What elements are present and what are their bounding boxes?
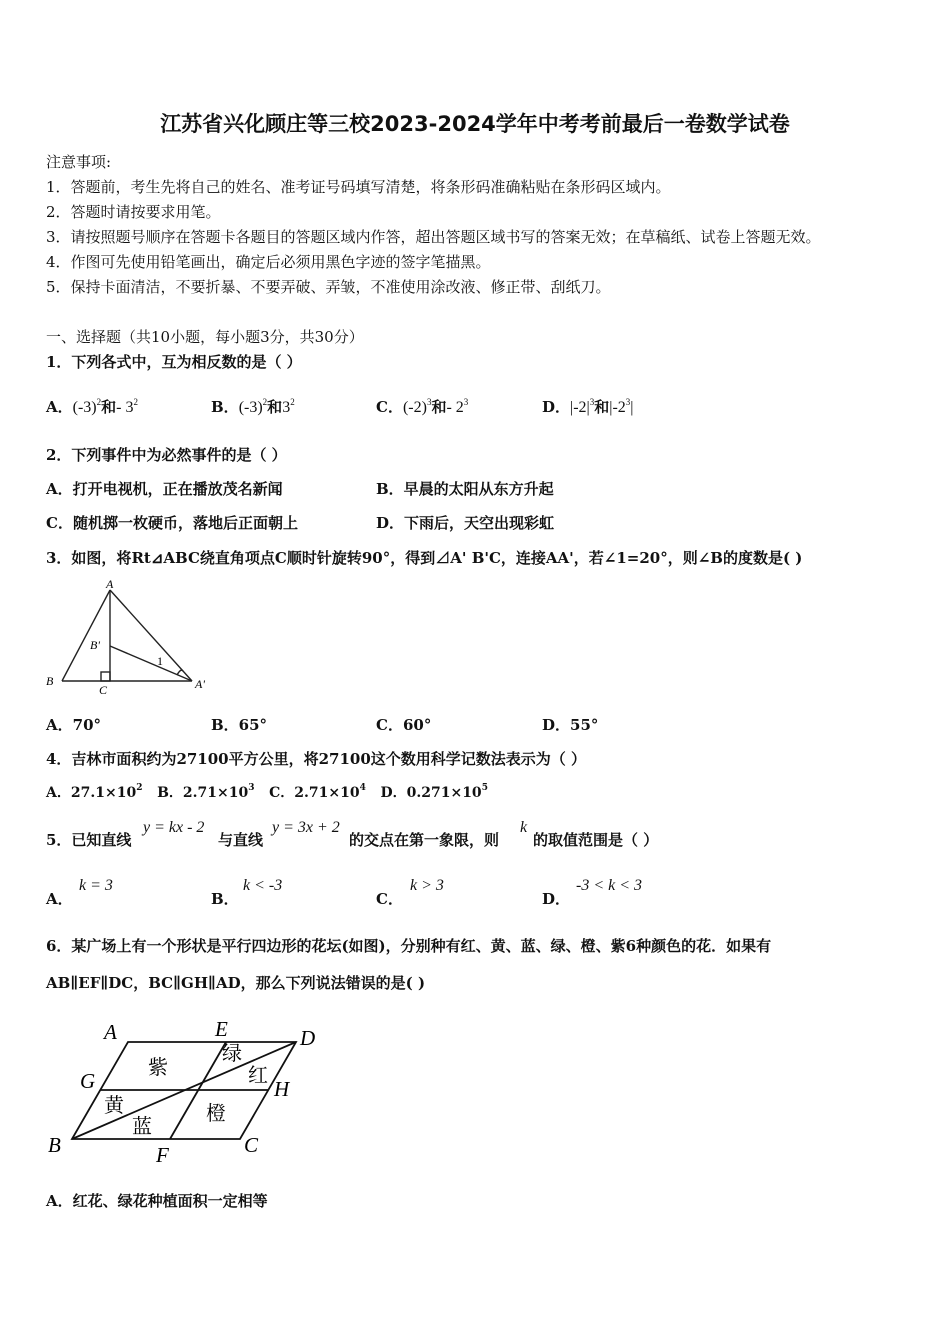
q1-option-d[interactable]: D．$|-2|^3$和$|-2^3|$ bbox=[542, 397, 634, 416]
region-purple: 紫 bbox=[148, 1057, 168, 1079]
q5-line2: y = 3x + 2 bbox=[272, 819, 340, 836]
region-yellow: 黄 bbox=[104, 1095, 124, 1117]
q4-option-a[interactable]: A．$27.1\times 10^2$ bbox=[46, 783, 143, 801]
q5-option-a[interactable]: k = 3 bbox=[79, 877, 113, 894]
q3-option-c[interactable]: C．60° bbox=[376, 716, 432, 734]
label-G: G bbox=[80, 1069, 96, 1093]
q5-label-d: D． bbox=[542, 890, 571, 908]
notice-item: 1．答题前，考生先将自己的姓名、准考证号码填写清楚，将条形码准确粘贴在条形码区域内。 bbox=[46, 178, 671, 196]
label-A-prime: A' bbox=[195, 677, 205, 691]
q2-option-a[interactable]: A．打开电视机，正在播放茂名新闻 bbox=[46, 480, 283, 498]
label-A: A bbox=[104, 1020, 117, 1044]
q5-stem-part2: 与直线 bbox=[218, 831, 264, 849]
label-B: B bbox=[48, 1133, 61, 1157]
q3-option-d[interactable]: D．55° bbox=[542, 716, 599, 734]
q1-option-a[interactable]: A．$(-3)^2$和- $3^2$ bbox=[46, 397, 138, 416]
label-H: H bbox=[274, 1077, 290, 1101]
q2-option-c[interactable]: C．随机掷一枚硬币，落地后正面朝上 bbox=[46, 514, 298, 532]
label-E: E bbox=[215, 1017, 228, 1041]
q3-option-a[interactable]: A．70° bbox=[46, 716, 102, 734]
q5-label-c: C． bbox=[376, 890, 403, 908]
q3-triangle-figure bbox=[40, 578, 230, 703]
q5-option-d[interactable]: -3 < k < 3 bbox=[576, 877, 643, 894]
label-B-prime: B' bbox=[90, 638, 100, 652]
q5-label-a: A． bbox=[46, 890, 73, 908]
notice-heading: 注意事项: bbox=[46, 153, 112, 171]
notice-item: 5．保持卡面清洁，不要折暴、不要弄破、弄皱，不准使用涂改液、修正带、刮纸刀。 bbox=[46, 278, 611, 296]
q4-option-b[interactable]: B．$2.71\times 10^3$ bbox=[157, 783, 255, 801]
q6-parallelogram-figure bbox=[40, 1012, 340, 1172]
q5-k: k bbox=[520, 819, 528, 836]
q6-stem-line1: 6．某广场上有一个形状是平行四边形的花坛(如图)，分别种有红、黄、蓝、绿、橙、紫6种颜色的花．如果有 bbox=[46, 937, 772, 955]
region-orange: 橙 bbox=[206, 1103, 226, 1125]
angle-1-arc bbox=[177, 670, 183, 675]
q4-options bbox=[46, 783, 488, 803]
segment-B-prime-A-prime bbox=[110, 646, 192, 681]
q1-option-b[interactable]: B．$(-3)^2$和$3^2$ bbox=[211, 397, 295, 416]
q1-option-c[interactable]: C．$(-2)^3$和- $2^3$ bbox=[376, 397, 469, 416]
q4-stem: 4．吉林市面积约为27100平方公里，将27100这个数用科学记数法表示为（ ） bbox=[46, 750, 587, 768]
notice-item: 4．作图可先使用铅笔画出，确定后必须用黑色字迹的签字笔描黑。 bbox=[46, 253, 491, 271]
q4-option-d[interactable]: D．$0.271\times 10^5$ bbox=[380, 783, 488, 801]
segment-AA-prime bbox=[110, 590, 192, 681]
q5-option-c[interactable]: k > 3 bbox=[410, 877, 444, 894]
label-A: A bbox=[106, 578, 114, 591]
page-title: 江苏省兴化顾庄等三校2023-2024学年中考考前最后一卷数学试卷 bbox=[160, 112, 790, 136]
label-D: D bbox=[300, 1026, 316, 1050]
q3-option-b[interactable]: B．65° bbox=[211, 716, 268, 734]
region-red: 红 bbox=[248, 1065, 268, 1087]
q5-stem-part1: 5．已知直线 bbox=[46, 831, 132, 849]
q5-option-b[interactable]: k < -3 bbox=[243, 877, 283, 894]
q3-stem: 3．如图，将Rt⊿ABC绕直角项点C顺时针旋转90°，得到⊿A' B'C，连接AA'，若∠1=20°，则∠B的度数是( ) bbox=[46, 549, 803, 567]
label-angle-1: 1 bbox=[157, 654, 163, 668]
q6-stem-line2: AB∥EF∥DC，BC∥GH∥AD，那么下列说法错误的是( ) bbox=[46, 974, 426, 992]
q2-option-b[interactable]: B．早晨的太阳从东方升起 bbox=[376, 480, 554, 498]
label-B: B bbox=[46, 674, 54, 688]
label-C: C bbox=[99, 683, 108, 697]
q2-option-d[interactable]: D．下雨后，天空出现彩虹 bbox=[376, 514, 555, 532]
segment-AB bbox=[62, 590, 110, 681]
label-F: F bbox=[156, 1143, 169, 1167]
q5-label-b: B． bbox=[211, 890, 239, 908]
q2-stem: 2．下列事件中为必然事件的是（ ） bbox=[46, 446, 287, 464]
region-blue: 蓝 bbox=[132, 1116, 152, 1138]
right-angle-mark bbox=[101, 672, 110, 681]
region-green: 绿 bbox=[222, 1043, 242, 1065]
q4-option-c[interactable]: C．$2.71\times 10^4$ bbox=[269, 783, 366, 801]
q1-a-left: $(-3)^2$ bbox=[72, 397, 102, 416]
label-C: C bbox=[244, 1133, 259, 1157]
q5-stem-part4: 的取值范围是（ ） bbox=[533, 831, 659, 849]
notice-item: 2．答题时请按要求用笔。 bbox=[46, 203, 221, 221]
q5-line1: y = kx - 2 bbox=[143, 819, 205, 836]
notice-item: 3．请按照题号顺序在答题卡各题目的答题区域内作答，超出答题区域书写的答案无效；在草稿纸、试卷上答题无效。 bbox=[46, 228, 821, 246]
q5-stem-part3: 的交点在第一象限，则 bbox=[349, 831, 500, 849]
q1-stem: 1．下列各式中，互为相反数的是（ ） bbox=[46, 353, 302, 371]
q6-option-a[interactable]: A．红花、绿花种植面积一定相等 bbox=[46, 1192, 268, 1210]
section-heading: 一、选择题（共10小题，每小题3分，共30分） bbox=[46, 328, 364, 346]
